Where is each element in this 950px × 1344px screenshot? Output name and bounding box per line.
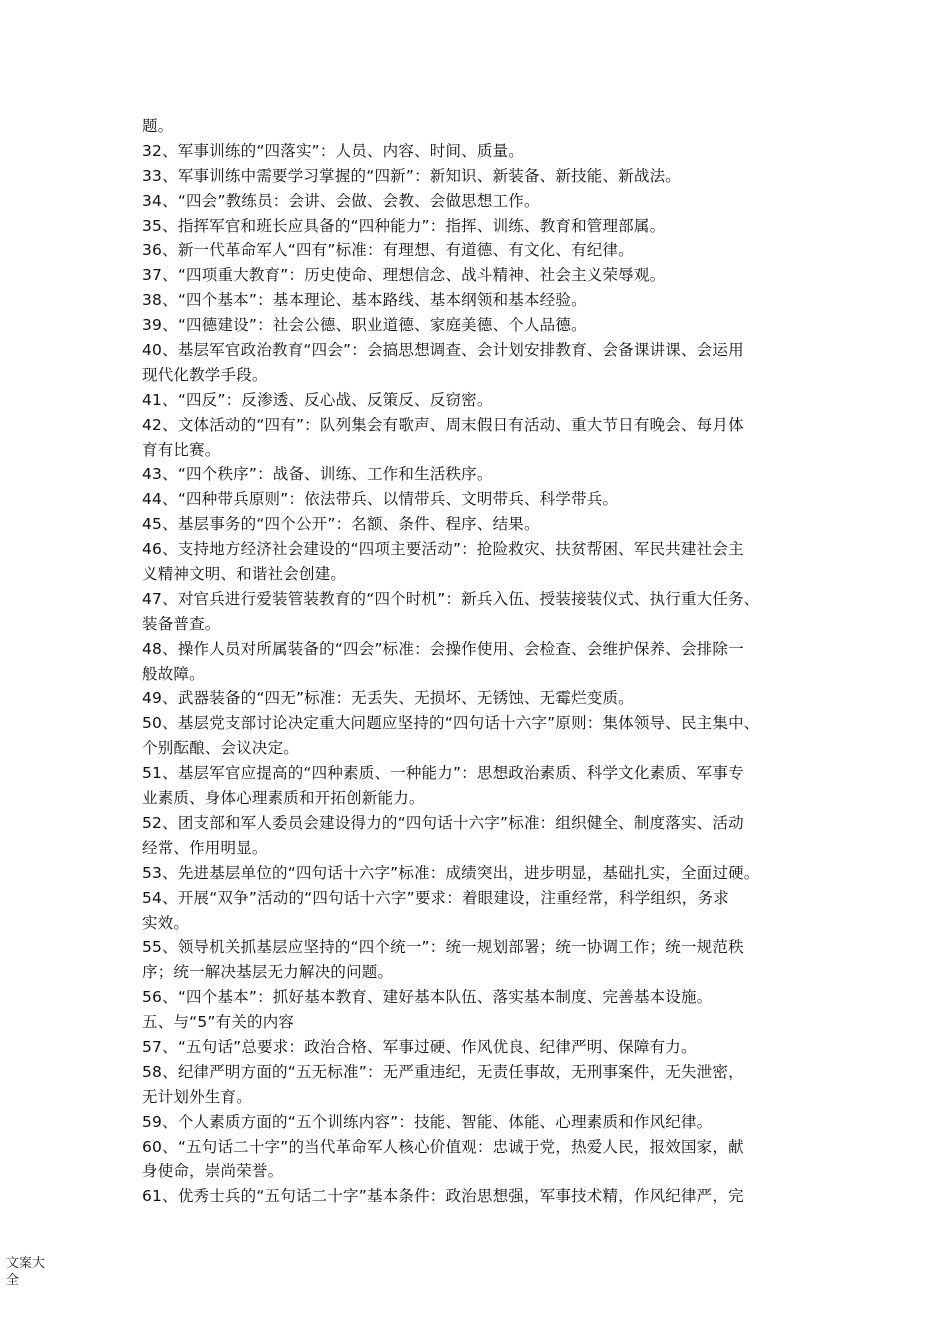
footer-watermark: 文案大全: [6, 1256, 46, 1288]
text-line: 般故障。: [142, 664, 205, 683]
text-line: 现代化教学手段。: [142, 365, 268, 384]
text-line: 52、团支部和军人委员会建设得力的“四句话十六字”标准：组织健全、制度落实、活动: [142, 813, 744, 832]
text-line: 44、“四种带兵原则”：依法带兵、以情带兵、文明带兵、科学带兵。: [142, 490, 619, 509]
text-line: 37、“四项重大教育”：历史使命、理想信念、战斗精神、社会主义荣辱观。: [142, 266, 666, 285]
text-line: 序；统一解决基层无力解决的问题。: [142, 963, 394, 982]
text-line: 38、“四个基本”：基本理论、基本路线、基本纲领和基本经验。: [142, 291, 587, 310]
text-line: 54、开展“双争”活动的“四句话十六字”要求：着眼建设，注重经常，科学组织，务求: [142, 888, 729, 907]
text-line: 47、对官兵进行爱装管装教育的“四个时机”：新兵入伍、授装接装仪式、执行重大任务、: [142, 589, 760, 608]
text-line: 五、与“5”有关的内容: [142, 1013, 295, 1032]
text-line: 41、“四反”：反渗透、反心战、反策反、反窃密。: [142, 390, 493, 409]
text-line: 42、文体活动的“四有”：队列集会有歌声、周末假日有活动、重大节日有晚会、每月体: [142, 415, 744, 434]
text-line: 34、“四会”教练员：会讲、会做、会教、会做思想工作。: [142, 191, 540, 210]
text-line: 59、个人素质方面的“五个训练内容”：技能、智能、体能、心理素质和作风纪律。: [142, 1112, 713, 1131]
text-line: 39、“四德建设”：社会公德、职业道德、家庭美德、个人品德。: [142, 316, 587, 335]
text-line: 装备普查。: [142, 614, 221, 633]
text-line: 35、指挥军官和班长应具备的“四种能力”：指挥、训练、教育和管理部属。: [142, 216, 666, 235]
text-line: 义精神文明、和谐社会创建。: [142, 565, 347, 584]
text-line: 40、基层军官政治教育“四会”：会搞思想调查、会计划安排教育、会备课讲课、会运用: [142, 341, 744, 360]
text-line: 57、“五句话”总要求：政治合格、军事过硬、作风优良、纪律严明、保障有力。: [142, 1037, 697, 1056]
text-line: 56、“四个基本”：抓好基本教育、建好基本队伍、落实基本制度、完善基本设施。: [142, 988, 713, 1007]
text-line: 61、优秀士兵的“五句话二十字”基本条件：政治思想强，军事技术精，作风纪律严，完: [142, 1187, 744, 1206]
text-line: 49、武器装备的“四无”标准：无丢失、无损坏、无锈蚀、无霉烂变质。: [142, 689, 634, 708]
text-line: 43、“四个秩序”：战备、训练、工作和生活秩序。: [142, 465, 493, 484]
text-line: 53、先进基层单位的“四句话十六字”标准：成绩突出，进步明显，基础扎实，全面过硬。: [142, 863, 760, 882]
text-line: 实效。: [142, 913, 190, 932]
text-line: 48、操作人员对所属装备的“四会”标准：会操作使用、会检查、会维护保养、会排除一: [142, 639, 744, 658]
text-line: 60、“五句话二十字”的当代革命军人核心价值观：忠诚于党，热爱人民，报效国家，献: [142, 1137, 744, 1156]
document-body: [142, 114, 842, 1209]
text-line: 业素质、身体心理素质和开拓创新能力。: [142, 789, 425, 808]
text-line: 50、基层党支部讨论决定重大问题应坚持的“四句话十六字”原则：集体领导、民主集中、: [142, 714, 760, 733]
text-line: 55、领导机关抓基层应坚持的“四个统一”：统一规划部署；统一协调工作；统一规范秩: [142, 938, 744, 957]
text-line: 51、基层军官应提高的“四种素质、一种能力”：思想政治素质、科学文化素质、军事专: [142, 764, 744, 783]
text-line: 36、新一代革命军人“四有”标准：有理想、有道德、有文化、有纪律。: [142, 241, 634, 260]
text-line: 32、军事训练的“四落实”：人员、内容、时间、质量。: [142, 141, 524, 160]
text-line: 题。: [142, 117, 174, 135]
text-line: 46、支持地方经济社会建设的“四项主要活动”：抢险救灾、扶贫帮困、军民共建社会主: [142, 540, 744, 559]
text-line: 身使命，崇尚荣誉。: [142, 1162, 284, 1181]
text-line: 育有比赛。: [142, 440, 221, 459]
text-line: 无计划外生育。: [142, 1087, 252, 1106]
text-line: 33、军事训练中需要学习掌握的“四新”：新知识、新装备、新技能、新战法。: [142, 166, 681, 185]
text-line: 45、基层事务的“四个公开”：名额、条件、程序、结果。: [142, 515, 540, 534]
text-line: 经常、作用明显。: [142, 838, 268, 857]
text-line: 个别酝酿、会议决定。: [142, 739, 300, 758]
text-line: 58、纪律严明方面的“五无标准”：无严重违纪，无责任事故，无刑事案件，无失泄密，: [142, 1062, 744, 1081]
